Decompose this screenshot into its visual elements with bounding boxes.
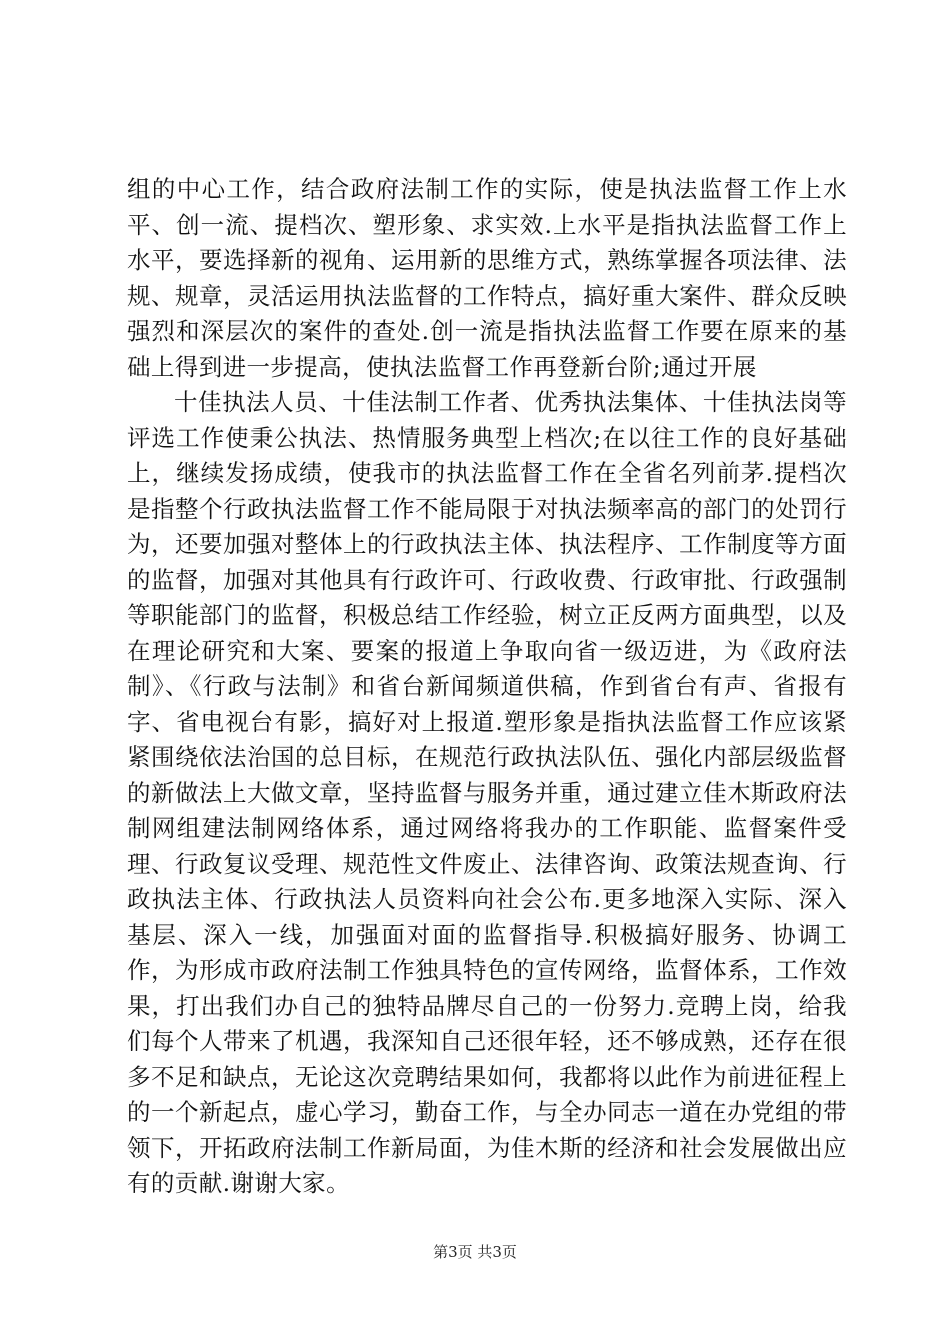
paragraph-1: 组的中心工作，结合政府法制工作的实际，使是执法监督工作上水平、创一流、提档次、塑形象、求实效.上水平是指执法监督工作上水平，要选择新的视角、运用新的思维方式，熟练掌握各项法律、法规、规章，灵活运用执法监督的工作特点，搞好重大案件、群众反映强烈和深层次的案件的查处.创一流是指执法监督工作要在原来的基础上得到进一步提高，使执法监督工作再登新台阶;通过开展 — [127, 175, 847, 381]
page-footer — [0, 1242, 950, 1262]
paragraph-2: 十佳执法人员、十佳法制工作者、优秀执法集体、十佳执法岗等评选工作使秉公执法、热情服务典型上档次;在以往工作的良好基础上，继续发扬成绩，使我市的执法监督工作在全省名列前茅.提档次是指整个行政执法监督工作不能局限于对执法频率高的部门的处罚行为，还要加强对整体上的行政执法主体、执法程序、工作制度等方面的监督，加强对其他具有行政许可、行政收费、行政审批、行政强制等职能部门的监督，积极总结工作经验，树立正反两方面典型，以及在理论研究和大案、要案的报道上争取向省一级迈进，为《政府法制》、《行政与法制》和省台新闻频道供稿，作到省台有声、省报有字、省电视台有影，搞好对上报道.塑形象是指执法监督工作应该紧紧围绕依法治国的总目标，在规范行政执法队伍、强化内部层级监督的新做法上大做文章，坚持监督与服务并重，通过建立佳木斯政府法制网组建法制网络体系，通过网络将我办的工作职能、监督案件受理、行政复议受理、规范性文件废止、法律咨询、政策法规查询、行政执法主体、行政执法人员资料向社会公布.更多地深入实际、深入基层、深入一线，加强面对面的监督指导.积极搞好服务、协调工作，为形成市政府法制工作独具特色的宣传网络，监督体系，工作效果，打出我们办自己的独特品牌尽自己的一份努力.竞聘上岗，给我们每个人带来了机遇，我深知自己还很年轻，还不够成熟，还存在很多不足和缺点，无论这次竞聘结果如何，我都将以此作为前进征程上的一个新起点，虚心学习，勤奋工作，与全办同志一道在办党组的带领下，开拓政府法制工作新局面，为佳木斯的经济和社会发展做出应有的贡献.谢谢大家。 — [127, 388, 847, 1197]
page-number-label: 第3页 共3页 — [433, 1243, 517, 1261]
document-body — [127, 172, 847, 1202]
